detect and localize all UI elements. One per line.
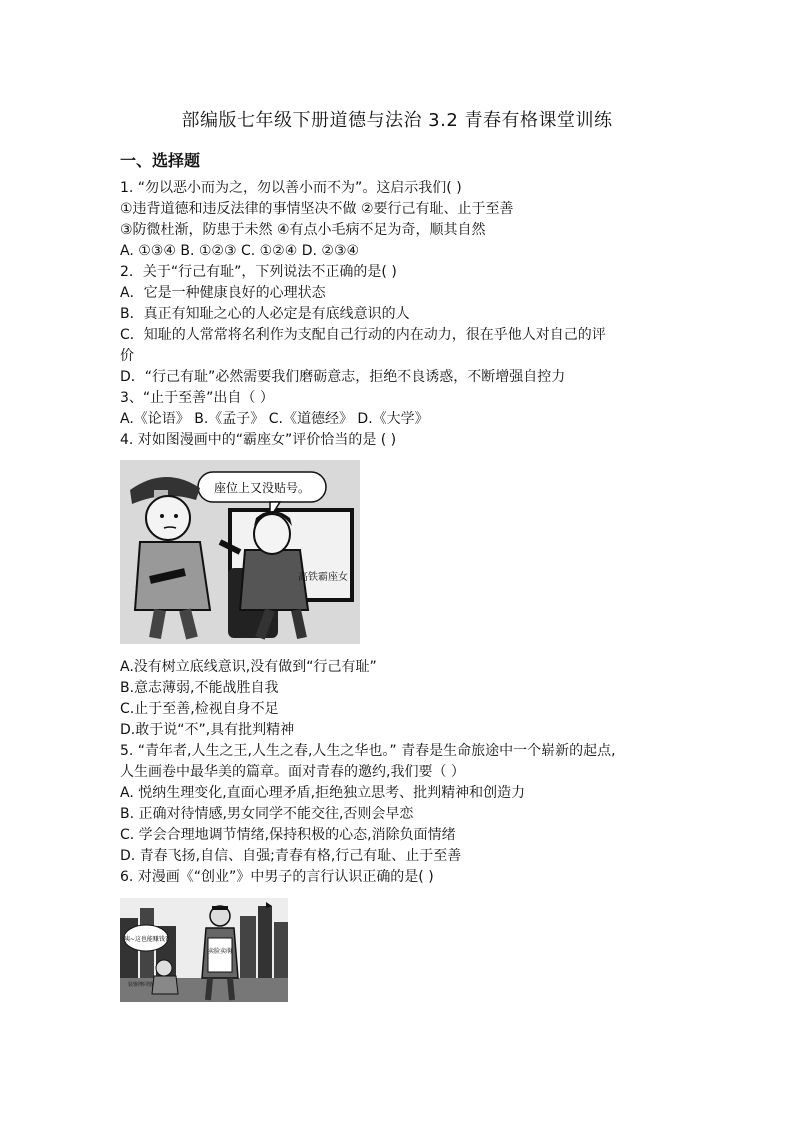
q2-option-b: B．真正有知耻之心的人必定是有底线意识的人 bbox=[120, 306, 410, 322]
section-heading: 一、选择题 bbox=[120, 151, 201, 170]
q5-option-c: C. 学会合理地调节情绪,保持积极的心态,消除负面情绪 bbox=[120, 827, 456, 843]
q4-stem: 4. 对如图漫画中的“霸座女”评价恰当的是 ( ) bbox=[120, 432, 397, 448]
q5-option-a: A. 悦纳生理变化,直面心理矛盾,拒绝独立思考、批判精神和创造力 bbox=[120, 785, 526, 801]
q5-stem-cont: 人生画卷中最华美的篇章。面对青春的邀约,我们要（ ） bbox=[120, 764, 465, 780]
q2-option-c-cont: 价 bbox=[120, 348, 134, 364]
q3-options: A.《论语》 B.《孟子》 C.《道德经》 D.《大学》 bbox=[120, 411, 429, 427]
ground-sign-text: 装惨博同情 bbox=[128, 982, 154, 988]
q4-option-d: D.敢于说“不”,具有批判精神 bbox=[120, 722, 295, 738]
page-title: 部编版七年级下册道德与法治 3.2 青春有格课堂训练 bbox=[181, 110, 613, 131]
q1-options: A. ①③④ B. ①②③ C. ①②④ D. ②③④ bbox=[120, 243, 360, 259]
q3-stem: 3、“止于至善”出自（ ） bbox=[120, 390, 274, 406]
cartoon-seat-hogger bbox=[120, 460, 360, 644]
q1-stem: 1. “勿以恶小而为之，勿以善小而不为”。这启示我们( ) bbox=[120, 180, 462, 196]
q1-statements-b: ③防微杜渐，防患于未然 ④有点小毛病不足为奇，顺其自然 bbox=[120, 222, 486, 238]
q2-option-c: C．知耻的人常常将名利作为支配自己行动的内在动力，很在乎他人对自己的评 bbox=[120, 327, 606, 343]
q5-option-d: D. 青春飞扬,自信、自强;青春有格,行己有耻、止于至善 bbox=[120, 848, 462, 864]
q4-option-b: B.意志薄弱,不能战胜自我 bbox=[120, 680, 279, 696]
q1-statements-a: ①违背道德和违反法律的事情坚决不做 ②要行己有耻、止于至善 bbox=[120, 201, 514, 217]
q4-option-c: C.止于至善,检视自身不足 bbox=[120, 701, 279, 717]
cartoon-entrepreneurship bbox=[120, 898, 288, 1002]
q5-option-b: B. 正确对待情感,男女同学不能交往,否则会早恋 bbox=[120, 806, 414, 822]
q5-stem: 5. “青年者,人生之王,人生之春,人生之华也。” 青春是生命旅途中一个崭新的起点, bbox=[120, 743, 616, 759]
speech-bubble-text-2: 咦~这也能赚钱? bbox=[123, 936, 169, 943]
sign-text: 卖脸卖萌 bbox=[207, 948, 233, 955]
q2-option-a: A．它是一种健康良好的心理状态 bbox=[120, 285, 326, 301]
character-label: 高铁霸座女 bbox=[298, 572, 348, 583]
q2-stem: 2．关于“行己有耻”，下列说法不正确的是( ) bbox=[120, 264, 397, 280]
speech-bubble-text: 座位上又没贴号。 bbox=[213, 481, 311, 495]
q6-stem: 6. 对漫画《“创业”》中男子的言行认识正确的是( ) bbox=[120, 869, 434, 885]
q4-option-a: A.没有树立底线意识,没有做到“行己有耻” bbox=[120, 659, 377, 675]
q2-option-d: D．“行己有耻”必然需要我们磨砺意志，拒绝不良诱惑，不断增强自控力 bbox=[120, 369, 566, 385]
